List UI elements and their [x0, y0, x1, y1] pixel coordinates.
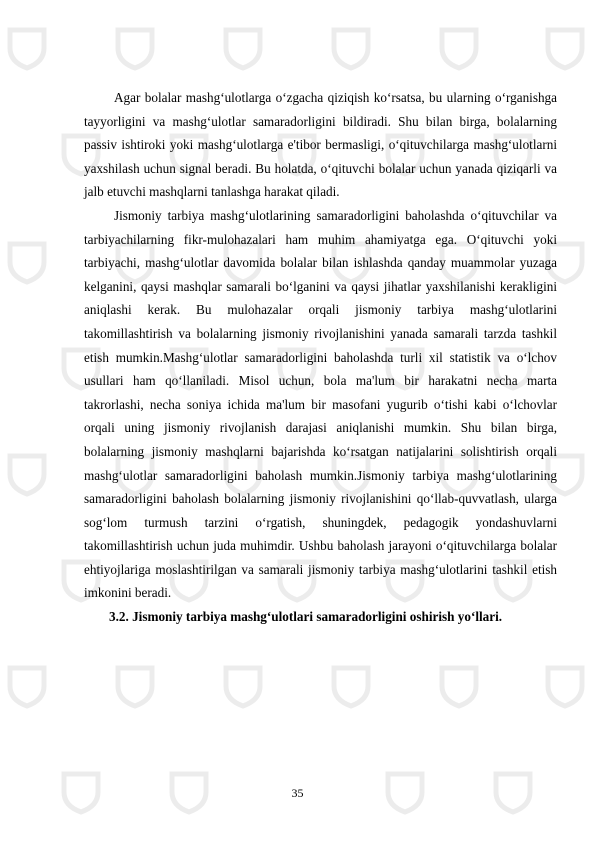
shield-logo-icon — [540, 660, 590, 710]
shield-logo-icon — [540, 22, 590, 72]
shield-logo-icon — [2, 236, 52, 286]
shield-logo-icon — [326, 660, 376, 710]
shield-logo-icon — [218, 660, 268, 710]
paragraph: Jismoniy tarbiya mashg‘ulotlarining samaradorligini baholashda o‘qituvchilar va tarbiyachilarning fikr-mulohazalari ham muhim ahamiyatga ega. O‘qituvchi yoki tarbiyachi, mashg‘ulotlar davomida bolalar bilan ishlashda qanday muammolar yuzaga kelganini, qaysi mashqlar samarali bo‘lganini va qaysi jihatlar yaxshilanishi kerakligini aniqlashi kerak. Bu mulohazalar orqali jismoniy tarbiya mashg‘ulotlarini takomillashtirish va bolalarning jismoniy rivojlanishini yanada samarali tarzda tashkil etish mumkin.Mashg‘ulotlar samaradorligini baholashda turli xil statistik va o‘lchov usullari ham qo‘llaniladi. Misol uchun, bola ma'lum bir harakatni necha marta takrorlashi, necha soniya ichida ma'lum bir masofani yugurib o‘tishi kabi o‘lchovlar orqali uning jismoniy rivojlanish darajasi aniqlanishi mumkin. Shu bilan birga, bolalarning jismoniy mashqlarni bajarishda ko‘rsatgan natijalarini solishtirish orqali mashg‘ulotlar samaradorligini baholash mumkin.Jismoniy tarbiya mashg‘ulotlarining samaradorligini baholash bolalarning jismoniy rivojlanishini qo‘llab-quvvatlash, ularga sog‘lom turmush tarzini o‘rgatish, shuningdek, pedagogik yondashuvlarni takomillashtirish uchun juda muhimdir. Ushbu baholash jarayoni o‘qituvchilarga bolalar ehtiyojlariga moslashtirilgan va samarali jismoniy tarbiya mashg‘ulotlarini tashkil etish imkonini beradi. — [84, 207, 557, 601]
shield-logo-icon — [326, 22, 376, 72]
shield-logo-icon — [434, 660, 484, 710]
section-heading: 3.2. Jismoniy tarbiya mashg‘ulotlari samaradorligini oshirish yo‘llari. — [109, 609, 503, 625]
page-body — [84, 86, 557, 629]
shield-logo-icon — [110, 660, 160, 710]
shield-logo-icon — [2, 22, 52, 72]
shield-logo-icon — [2, 660, 52, 710]
shield-logo-icon — [218, 22, 268, 72]
shield-logo-icon — [2, 448, 52, 498]
page-number: 35 — [291, 786, 304, 800]
shield-logo-icon — [434, 22, 484, 72]
shield-logo-icon — [110, 22, 160, 72]
paragraph: Agar bolalar mashg‘ulotlarga o‘zgacha qiziqish ko‘rsatsa, bu ularning o‘rganishga tayyorligini va mashg‘ulotlar samaradorligini bildiradi. Shu bilan birga, bolalarning passiv ishtiroki yoki mashg‘ulotlarga e'tibor bermasligi, o‘qituvchilarga mashg‘ulotlarni yaxshilash uchun signal beradi. Bu holatda, o‘qituvchi bolalar uchun yanada qiziqarli va jalb etuvchi mashqlarni tanlashga harakat qiladi. — [84, 90, 557, 200]
